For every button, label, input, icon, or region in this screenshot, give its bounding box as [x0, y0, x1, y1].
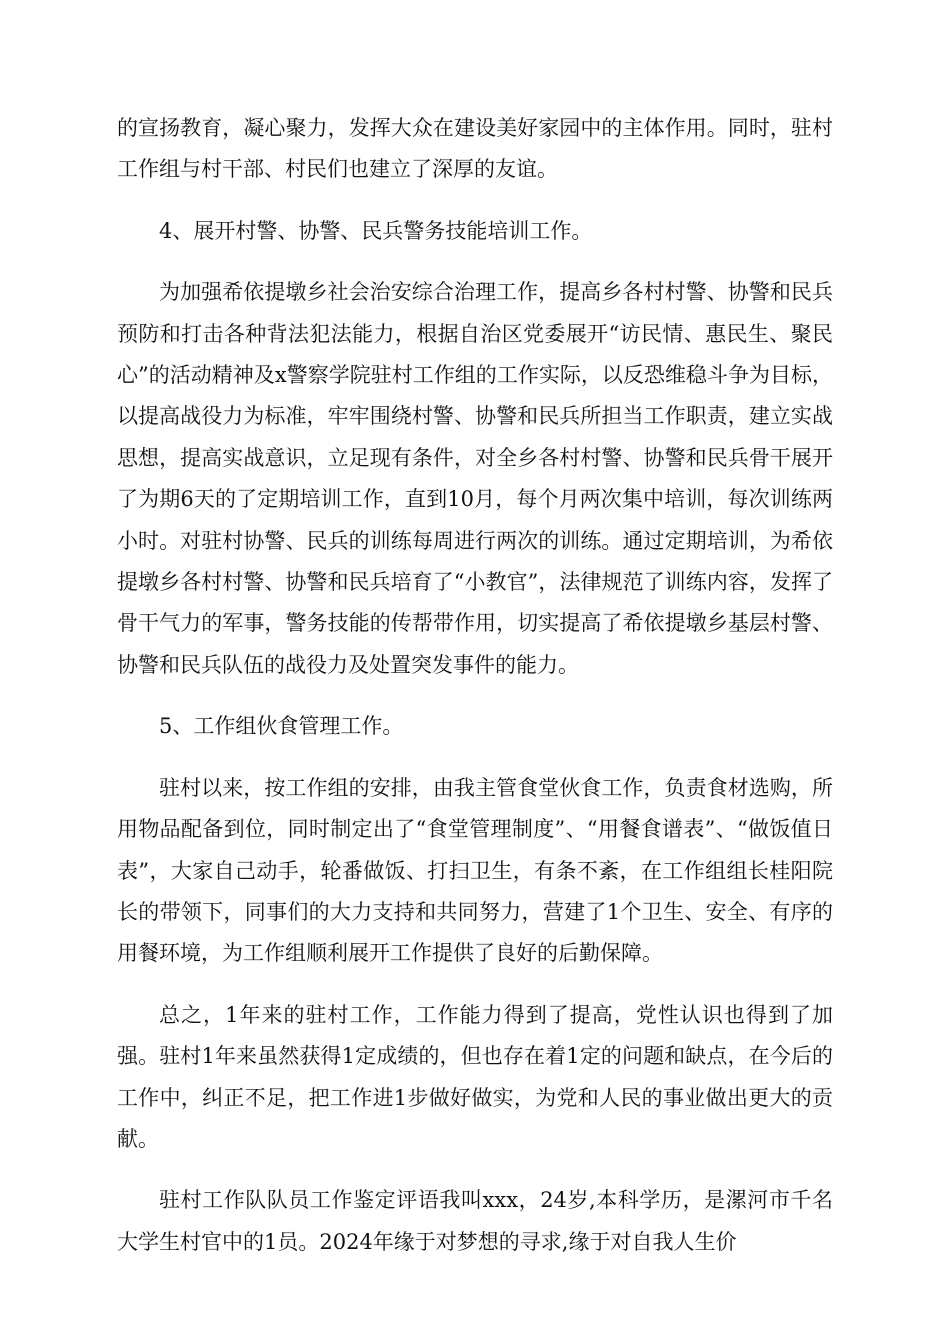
- document-body: [117, 108, 833, 1263]
- paragraph-police-training: 为加强希依提墩乡社会治安综合治理工作，提高乡各村村警、协警和民兵预防和打击各种背法犯法能力，根据自治区党委展开“访民情、惠民生、聚民心”的活动精神及x警察学院驻村工作组的工作实际，以反恐维稳斗争为目标，以提高战役力为标准，牢牢围绕村警、协警和民兵所担当工作职责，建立实战思想，提高实战意识，立足现有条件，对全乡各村村警、协警和民兵骨干展开了为期6天的了定期培训工作，直到10月，每个月两次集中培训，每次训练两小时。对驻村协警、民兵的训练每周进行两次的训练。通过定期培训，为希依提墩乡各村村警、协警和民兵培育了“小教官”，法律规范了训练内容，发挥了骨干气力的军事，警务技能的传帮带作用，切实提高了希依提墩乡基层村警、协警和民兵队伍的战役力及处置突发事件的能力。: [117, 280, 833, 677]
- paragraph-summary: 总之，1年来的驻村工作，工作能力得到了提高，党性认识也得到了加强。驻村1年来虽然获得1定成绩的，但也存在着1定的问题和缺点，在今后的工作中，纠正不足，把工作进1步做好做实，为党和人民的事业做出更大的贡献。: [117, 1002, 833, 1151]
- paragraph-appraisal: 驻村工作队队员工作鉴定评语我叫xxx，24岁,本科学历，是漯河市千名大学生村官中的1员。2024年缘于对梦想的寻求,缘于对自我人生价: [117, 1188, 833, 1254]
- section-heading-5: 5、工作组伙食管理工作。: [159, 714, 404, 739]
- paragraph-continuation: 的宣扬教育，凝心聚力，发挥大众在建设美好家园中的主体作用。同时，驻村工作组与村干部、村民们也建立了深厚的友谊。: [117, 116, 833, 182]
- paragraph-canteen-management: 驻村以来，按工作组的安排，由我主管食堂伙食工作，负责食材选购，所用物品配备到位，同时制定出了“食堂管理制度”、“用餐食谱表”、“做饭值日表”，大家自己动手，轮番做饭、打扫卫生，有条不紊，在工作组组长桂阳院长的带领下，同事们的大力支持和共同努力，营建了1个卫生、安全、有序的用餐环境，为工作组顺利展开工作提供了良好的后勤保障。: [117, 775, 833, 966]
- section-heading-4: 4、展开村警、协警、民兵警务技能培训工作。: [159, 218, 593, 243]
